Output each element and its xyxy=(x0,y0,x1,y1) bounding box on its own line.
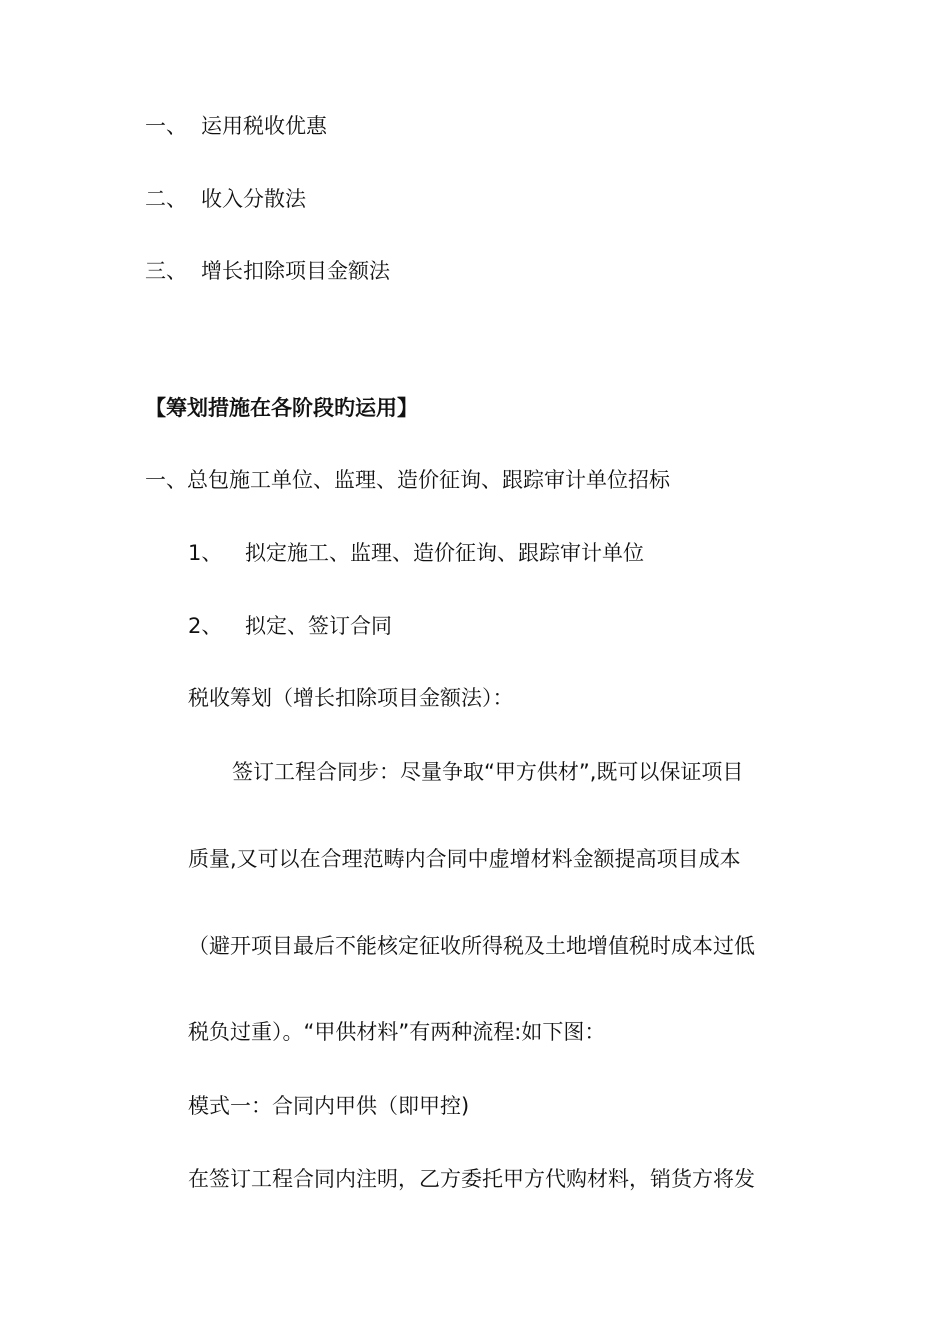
mode-one-line: 在签订工程合同内注明，乙方委托甲方代购材料，销货方将发 xyxy=(188,1167,755,1191)
stage-one-item-2 xyxy=(188,616,392,637)
paragraph-line: 质量,又可以在合理范畴内合同中虚增材料金额提高项目成本 xyxy=(188,847,741,871)
item-number: 1、 xyxy=(188,541,223,565)
item-number: 2、 xyxy=(188,614,223,638)
method-text: 运用税收优惠 xyxy=(201,114,327,138)
method-number: 二、 xyxy=(145,187,187,211)
item-text: 拟定、签订合同 xyxy=(245,614,392,638)
paragraph-line: 签订工程合同步：尽量争取“甲方供材”,既可以保证项目 xyxy=(232,760,744,784)
method-item-3 xyxy=(145,261,390,282)
method-number: 三、 xyxy=(145,259,187,283)
tax-planning-label: 税收筹划（增长扣除项目金额法）： xyxy=(188,686,514,710)
section-heading: 【筹划措施在各阶段旳运用】 xyxy=(145,396,418,420)
stage-one-title: 一、总包施工单位、监理、造价征询、跟踪审计单位招标 xyxy=(145,468,670,492)
method-text: 收入分散法 xyxy=(201,187,306,211)
paragraph-line: （避开项目最后不能核定征收所得税及土地增值税时成本过低 xyxy=(188,934,755,958)
paragraph-line: 税负过重）。“甲供材料”有两种流程:如下图： xyxy=(188,1020,606,1044)
method-item-2 xyxy=(145,189,306,210)
mode-one-label: 模式一：合同内甲供（即甲控) xyxy=(188,1094,470,1118)
method-number: 一、 xyxy=(145,114,187,138)
method-item-1 xyxy=(145,116,327,137)
stage-one-item-1 xyxy=(188,543,644,564)
item-text: 拟定施工、监理、造价征询、跟踪审计单位 xyxy=(245,541,644,565)
method-text: 增长扣除项目金额法 xyxy=(201,259,390,283)
